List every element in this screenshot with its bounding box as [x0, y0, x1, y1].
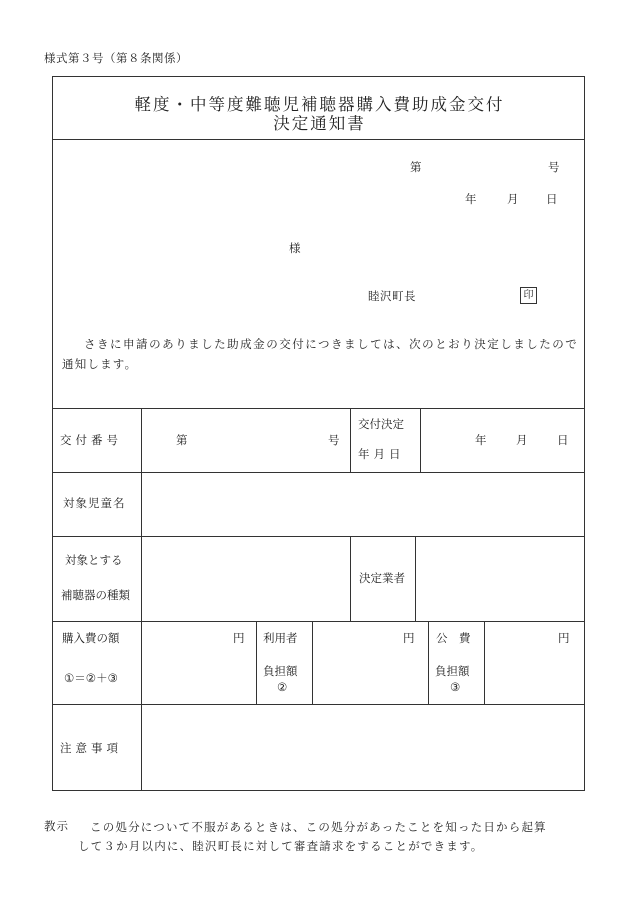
device-type-label-1: 対象とする — [65, 553, 123, 567]
public-share-yen: 円 — [558, 631, 570, 645]
decision-date-month: 月 — [516, 433, 528, 447]
notes-label: 注意事項 — [60, 741, 122, 755]
purchase-yen: 円 — [233, 631, 245, 645]
doc-date-year: 年 — [465, 192, 477, 206]
rule-row4-bottom — [52, 704, 585, 705]
form-title-line1: 軽度・中等度難聴児補聴器購入費助成金交付 — [134, 95, 505, 114]
rule-row1-mid-right — [420, 408, 421, 472]
grant-number-label: 交付番号 — [60, 433, 122, 447]
rule-row1-bottom — [52, 472, 585, 473]
child-name-label: 対象児童名 — [63, 496, 126, 510]
grant-number-suffix: 号 — [328, 433, 340, 447]
instruction-line-2: して３か月以内に、睦沢町長に対して審査請求をすることができます。 — [78, 839, 484, 853]
rule-row4-c — [428, 621, 429, 704]
rule-label-col — [141, 408, 142, 791]
instruction-heading: 教示 — [44, 819, 69, 833]
doc-number-suffix: 号 — [548, 160, 560, 174]
vendor-label: 決定業者 — [359, 571, 405, 585]
rule-title-bottom — [52, 139, 585, 140]
decision-date-label-2: 年月日 — [358, 447, 405, 461]
issuer: 睦沢町長 — [368, 289, 416, 303]
notice-form — [52, 76, 585, 791]
instruction-line-1: この処分について不服があるときは、この処分があったことを知った日から起算 — [90, 820, 547, 834]
rule-row4-d — [484, 621, 485, 704]
addressee-suffix: 様 — [289, 241, 301, 255]
notice-body-text: さきに申請のありました助成金の交付につきましては、次のとおり決定しましたので通知します。 — [62, 337, 578, 371]
public-share-label-3: ③ — [450, 680, 461, 694]
rule-row3-bottom — [52, 621, 585, 622]
doc-date-day: 日 — [546, 192, 558, 206]
rule-row4-a — [256, 621, 257, 704]
seal-mark: 印 — [520, 287, 537, 304]
public-share-label-1: 公 費 — [436, 631, 471, 645]
doc-date-month: 月 — [507, 192, 519, 206]
decision-date-year: 年 — [475, 433, 487, 447]
decision-date-day: 日 — [557, 433, 569, 447]
form-title-line2: 決定通知書 — [273, 114, 366, 133]
rule-row1-mid-left — [350, 408, 351, 472]
rule-row3-mid-left — [350, 536, 351, 621]
purchase-amount-label-1: 購入費の額 — [62, 631, 120, 645]
user-share-label-1: 利用者 — [263, 631, 298, 645]
instruction-text — [78, 818, 590, 856]
device-type-label-2: 補聴器の種類 — [61, 588, 130, 602]
grant-number-prefix: 第 — [176, 433, 188, 447]
rule-row2-bottom — [52, 536, 585, 537]
rule-row4-b — [312, 621, 313, 704]
doc-number-prefix: 第 — [410, 160, 422, 174]
form-number: 様式第３号（第８条関係） — [44, 51, 188, 65]
user-share-label-2: 負担額 — [263, 664, 298, 678]
decision-date-label-1: 交付決定 — [358, 417, 404, 431]
rule-row3-mid-right — [415, 536, 416, 621]
purchase-amount-label-2: ①＝②＋③ — [64, 671, 118, 685]
user-share-yen: 円 — [403, 631, 415, 645]
public-share-label-2: 負担額 — [435, 664, 470, 678]
rule-body-bottom — [52, 408, 585, 409]
user-share-label-3: ② — [277, 680, 288, 694]
